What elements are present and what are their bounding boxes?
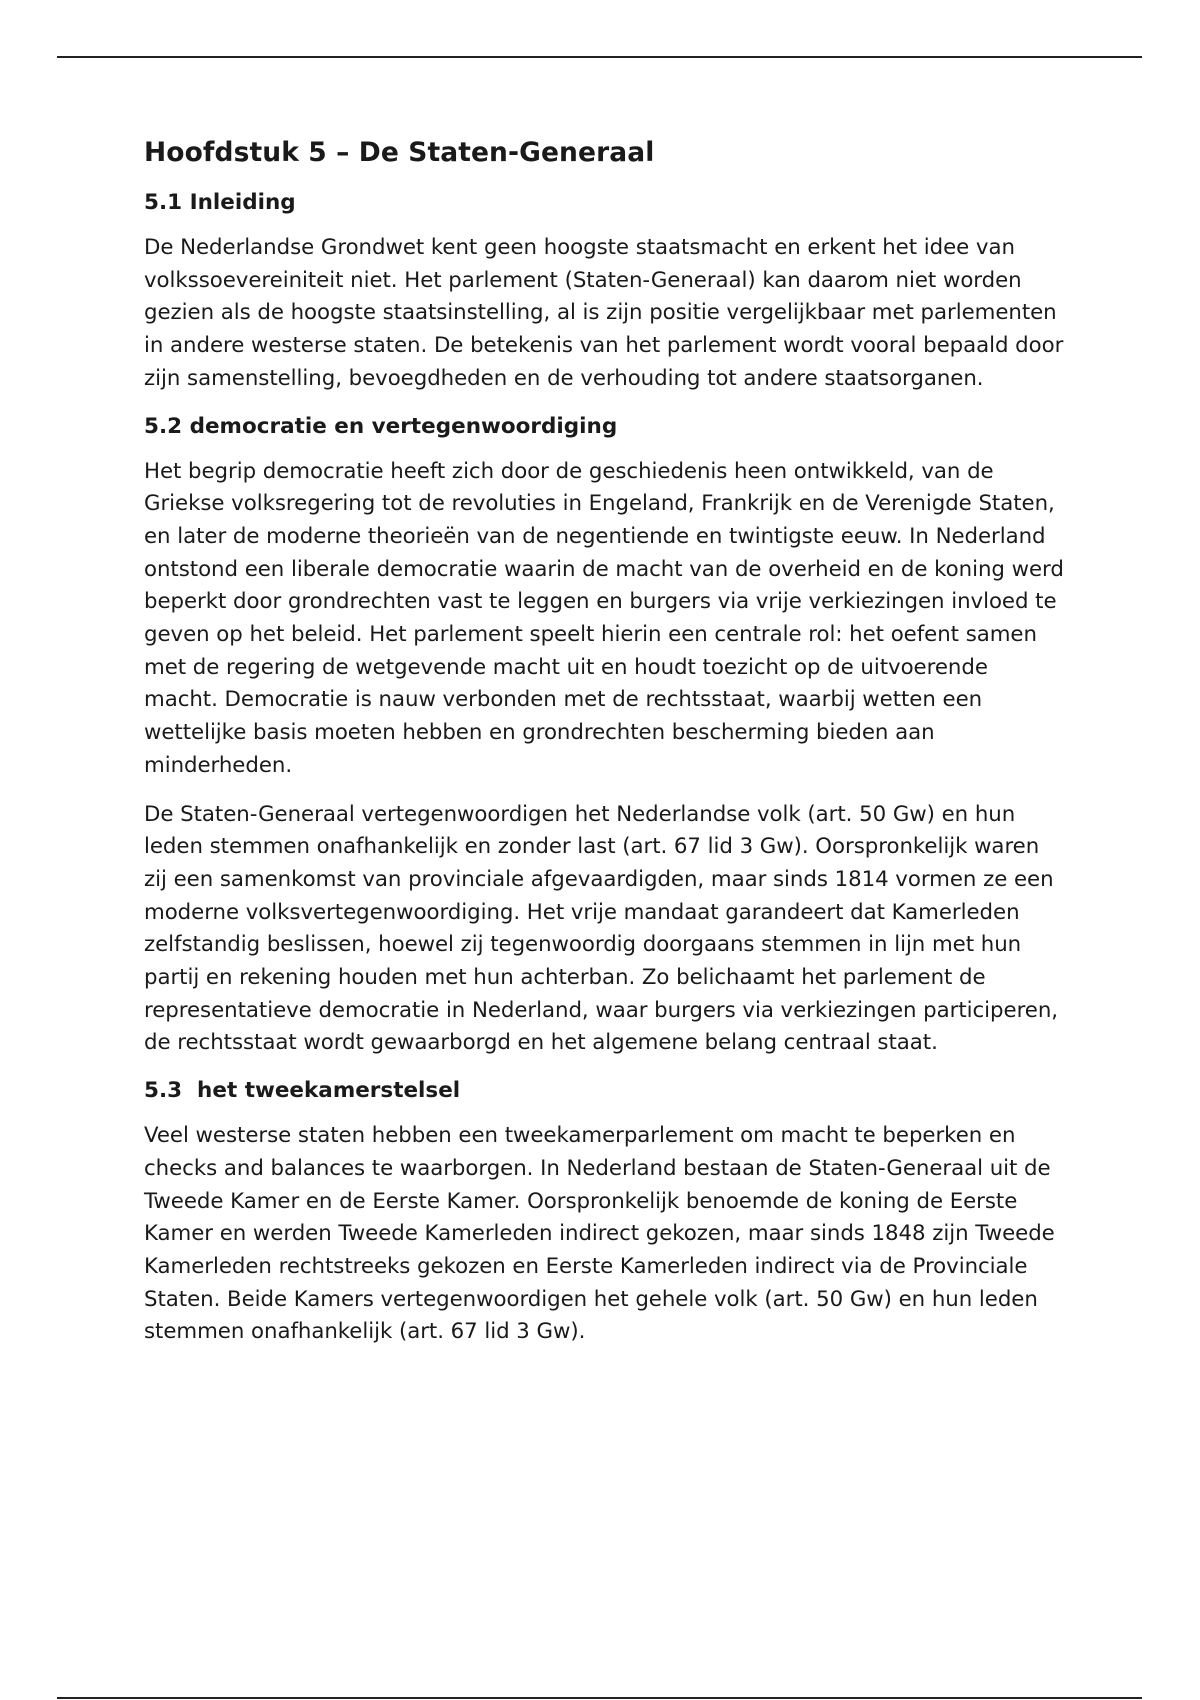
- document-body: [144, 136, 1064, 1365]
- paragraph: De Staten-Generaal vertegenwoordigen het Nederlandse volk (art. 50 Gw) en hun leden stemmen onafhankelijk en zonder last (art. 67 lid 3 Gw). Oorspronkelijk waren zij een samenkomst van provinciale afgevaardigden, maar sinds 1814 vormen ze een moderne volksvertegenwoordiging. Het vrije mandaat garandeert dat Kamerleden zelfstandig beslissen, hoewel zij tegenwoordig doorgaans stemmen in lijn met hun partij en rekening houden met hun achterban. Zo belichaamt het parlement de representatieve democratie in Nederland, waar burgers via verkiezingen participeren, de rechtsstaat wordt gewaarborgd en het algemene belang centraal staat.: [144, 801, 1059, 1056]
- paragraph: Het begrip democratie heeft zich door de geschiedenis heen ontwikkeld, van de Griekse volksregering tot de revoluties in Engeland, Frankrijk en de Verenigde Staten, en later de moderne theorieën van de negentiende en twintigste eeuw. In Nederland ontstond een liberale democratie waarin de macht van de overheid en de koning werd beperkt door grondrechten vast te leggen en burgers via vrije verkiezingen invloed te geven op het beleid. Het parlement speelt hierin een centrale rol: het oefent samen met de regering de wetgevende macht uit en houdt toezicht op de uitvoerende macht. Democratie is nauw verbonden met de rechtsstaat, waarbij wetten een wettelijke basis moeten hebben en grondrechten bescherming bieden aan minderheden.: [144, 458, 1064, 778]
- chapter-title: Hoofdstuk 5 – De Staten-Generaal: [144, 137, 655, 168]
- paragraph: Veel westerse staten hebben een tweekamerparlement om macht te beperken en checks and balances te waarborgen. In Nederland bestaan de Staten-Generaal uit de Tweede Kamer en de Eerste Kamer. Oorspronkelijk benoemde de koning de Eerste Kamer en werden Tweede Kamerleden indirect gekozen, maar sinds 1848 zijn Tweede Kamerleden rechtstreeks gekozen en Eerste Kamerleden indirect via de Provinciale Staten. Beide Kamers vertegenwoordigen het gehele volk (art. 50 Gw) en hun leden stemmen onafhankelijk (art. 67 lid 3 Gw).: [144, 1123, 1055, 1345]
- paragraph: De Nederlandse Grondwet kent geen hoogste staatsmacht en erkent het idee van volkssoevereiniteit niet. Het parlement (Staten-Generaal) kan daarom niet worden gezien als de hoogste staatsinstelling, al is zijn positie vergelijkbaar met parlementen in andere westerse staten. De betekenis van het parlement wordt vooral bepaald door zijn samenstelling, bevoegdheden en de verhouding tot andere staatsorganen.: [144, 235, 1064, 391]
- section-heading-5-3: 5.3 het tweekamerstelsel: [144, 1078, 461, 1104]
- section-heading-5-2: 5.2 democratie en vertegenwoordiging: [144, 413, 618, 439]
- section-heading-5-1: 5.1 Inleiding: [144, 190, 296, 215]
- header-rule: [57, 56, 1142, 58]
- footer-rule: [57, 1697, 1142, 1699]
